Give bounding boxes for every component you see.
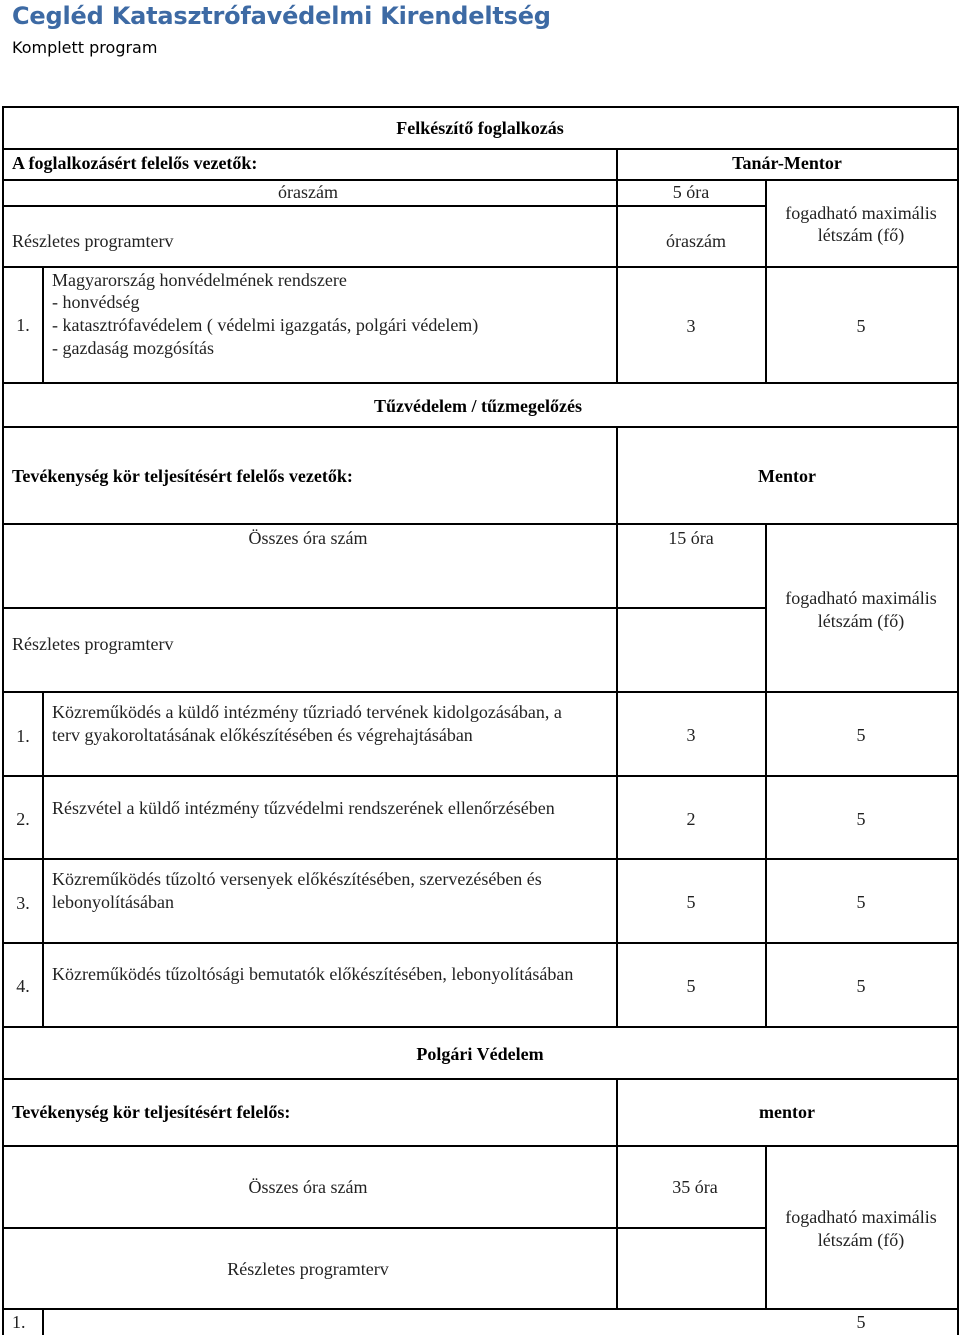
rule [765, 1145, 767, 1308]
rule [957, 1026, 959, 1335]
row-number: 4. [16, 976, 30, 996]
rule [2, 1145, 958, 1147]
rule [42, 266, 44, 383]
row-max: 5 [856, 809, 866, 829]
row-max: 5 [856, 316, 866, 336]
rule [616, 266, 618, 383]
section-heading: Tűzvédelem / tűzmegelőzés [374, 396, 582, 416]
max-headcount-label: fogadható maximális [785, 588, 937, 608]
row-hours: 3 [686, 316, 696, 336]
rule [765, 691, 767, 1027]
rule [2, 179, 958, 181]
max-headcount-label: létszám (fő) [817, 611, 905, 631]
row-description: Közreműködés tűzoltó versenyek előkészítésében, szervezésében és [52, 869, 542, 889]
rule [2, 426, 958, 428]
rule [42, 691, 44, 1027]
rule [616, 691, 618, 1027]
row-hours: 5 [686, 976, 696, 996]
max-headcount-label: létszám (fő) [817, 1230, 905, 1250]
total-hours-value: 15 óra [668, 528, 714, 548]
row-number: 1. [16, 726, 30, 746]
rule [957, 106, 959, 383]
row-description: lebonyolításában [52, 892, 174, 912]
responsible-label: Tevékenység kör teljesítésért felelős: [12, 1102, 291, 1122]
rule [2, 523, 958, 525]
program-label: Részletes programterv [12, 231, 174, 251]
total-hours-label: Összes óra szám [248, 528, 368, 548]
rule [2, 205, 765, 207]
row-number: 3. [16, 893, 30, 913]
page-subtitle: Komplett program [12, 38, 158, 57]
rule [2, 106, 4, 383]
rule [616, 1078, 618, 1308]
rule [2, 1026, 4, 1335]
rule [2, 382, 958, 384]
program-label: Részletes programterv [227, 1259, 389, 1279]
responsible-label: Tevékenység kör teljesítésért felelős vezetők: [12, 466, 353, 486]
responsible-label: A foglalkozásért felelős vezetők: [12, 153, 258, 173]
row-description: Közreműködés a küldő intézmény tűzriadó tervének kidolgozásában, a [52, 702, 562, 722]
section-heading: Felkészítő foglalkozás [396, 118, 564, 138]
hours-label: óraszám [278, 182, 338, 202]
rule [2, 775, 958, 777]
hours-value: 5 óra [672, 182, 710, 202]
row-description: Közreműködés tűzoltósági bemutatók előkészítésében, lebonyolításában [52, 964, 574, 984]
row-description: - gazdaság mozgósítás [52, 338, 214, 358]
rule [765, 179, 767, 383]
responsible-value: Tanár-Mentor [732, 153, 842, 173]
rule [2, 148, 958, 150]
row-number: 1. [12, 1312, 26, 1332]
rule [2, 691, 958, 693]
max-headcount-label: fogadható maximális [785, 203, 937, 223]
rule [2, 1308, 958, 1310]
rule [616, 148, 618, 266]
row-description: - honvédség [52, 292, 140, 312]
rule [2, 942, 958, 944]
rule [2, 1078, 958, 1080]
total-hours-label: Összes óra szám [248, 1177, 368, 1197]
program-label: Részletes programterv [12, 634, 174, 654]
row-max: 5 [856, 725, 866, 745]
row-max: 5 [856, 976, 866, 996]
row-description: - katasztrófavédelem ( védelmi igazgatás, polgári védelem) [52, 315, 479, 335]
responsible-value: mentor [759, 1102, 815, 1122]
max-headcount-label: fogadható maximális [785, 1207, 937, 1227]
page-title: Cegléd Katasztrófavédelmi Kirendeltség [12, 2, 551, 30]
row-description: Részvétel a küldő intézmény tűzvédelmi rendszerének ellenőrzésében [52, 798, 555, 818]
rule [616, 426, 618, 692]
row-hours: 2 [686, 809, 696, 829]
rule [2, 858, 958, 860]
hours-column-label: óraszám [666, 231, 726, 251]
rule [957, 382, 959, 1027]
rule [2, 106, 958, 108]
max-headcount-label: létszám (fő) [817, 225, 905, 245]
rule [2, 382, 4, 1027]
row-number: 1. [16, 315, 30, 335]
rule [2, 607, 765, 609]
total-hours-value: 35 óra [672, 1177, 718, 1197]
row-hours: 5 [686, 892, 696, 912]
rule [765, 523, 767, 692]
rule [42, 1308, 44, 1335]
section-heading: Polgári Védelem [416, 1044, 544, 1064]
row-max: 5 [856, 1312, 866, 1332]
row-description: Magyarország honvédelmének rendszere [52, 270, 347, 290]
rule [2, 266, 958, 268]
responsible-value: Mentor [758, 466, 816, 486]
row-hours: 3 [686, 725, 696, 745]
row-number: 2. [16, 809, 30, 829]
row-description: terv gyakoroltatásának előkészítésében és végrehajtásában [52, 725, 473, 745]
row-max: 5 [856, 892, 866, 912]
rule [2, 1026, 958, 1028]
rule [2, 1227, 765, 1229]
